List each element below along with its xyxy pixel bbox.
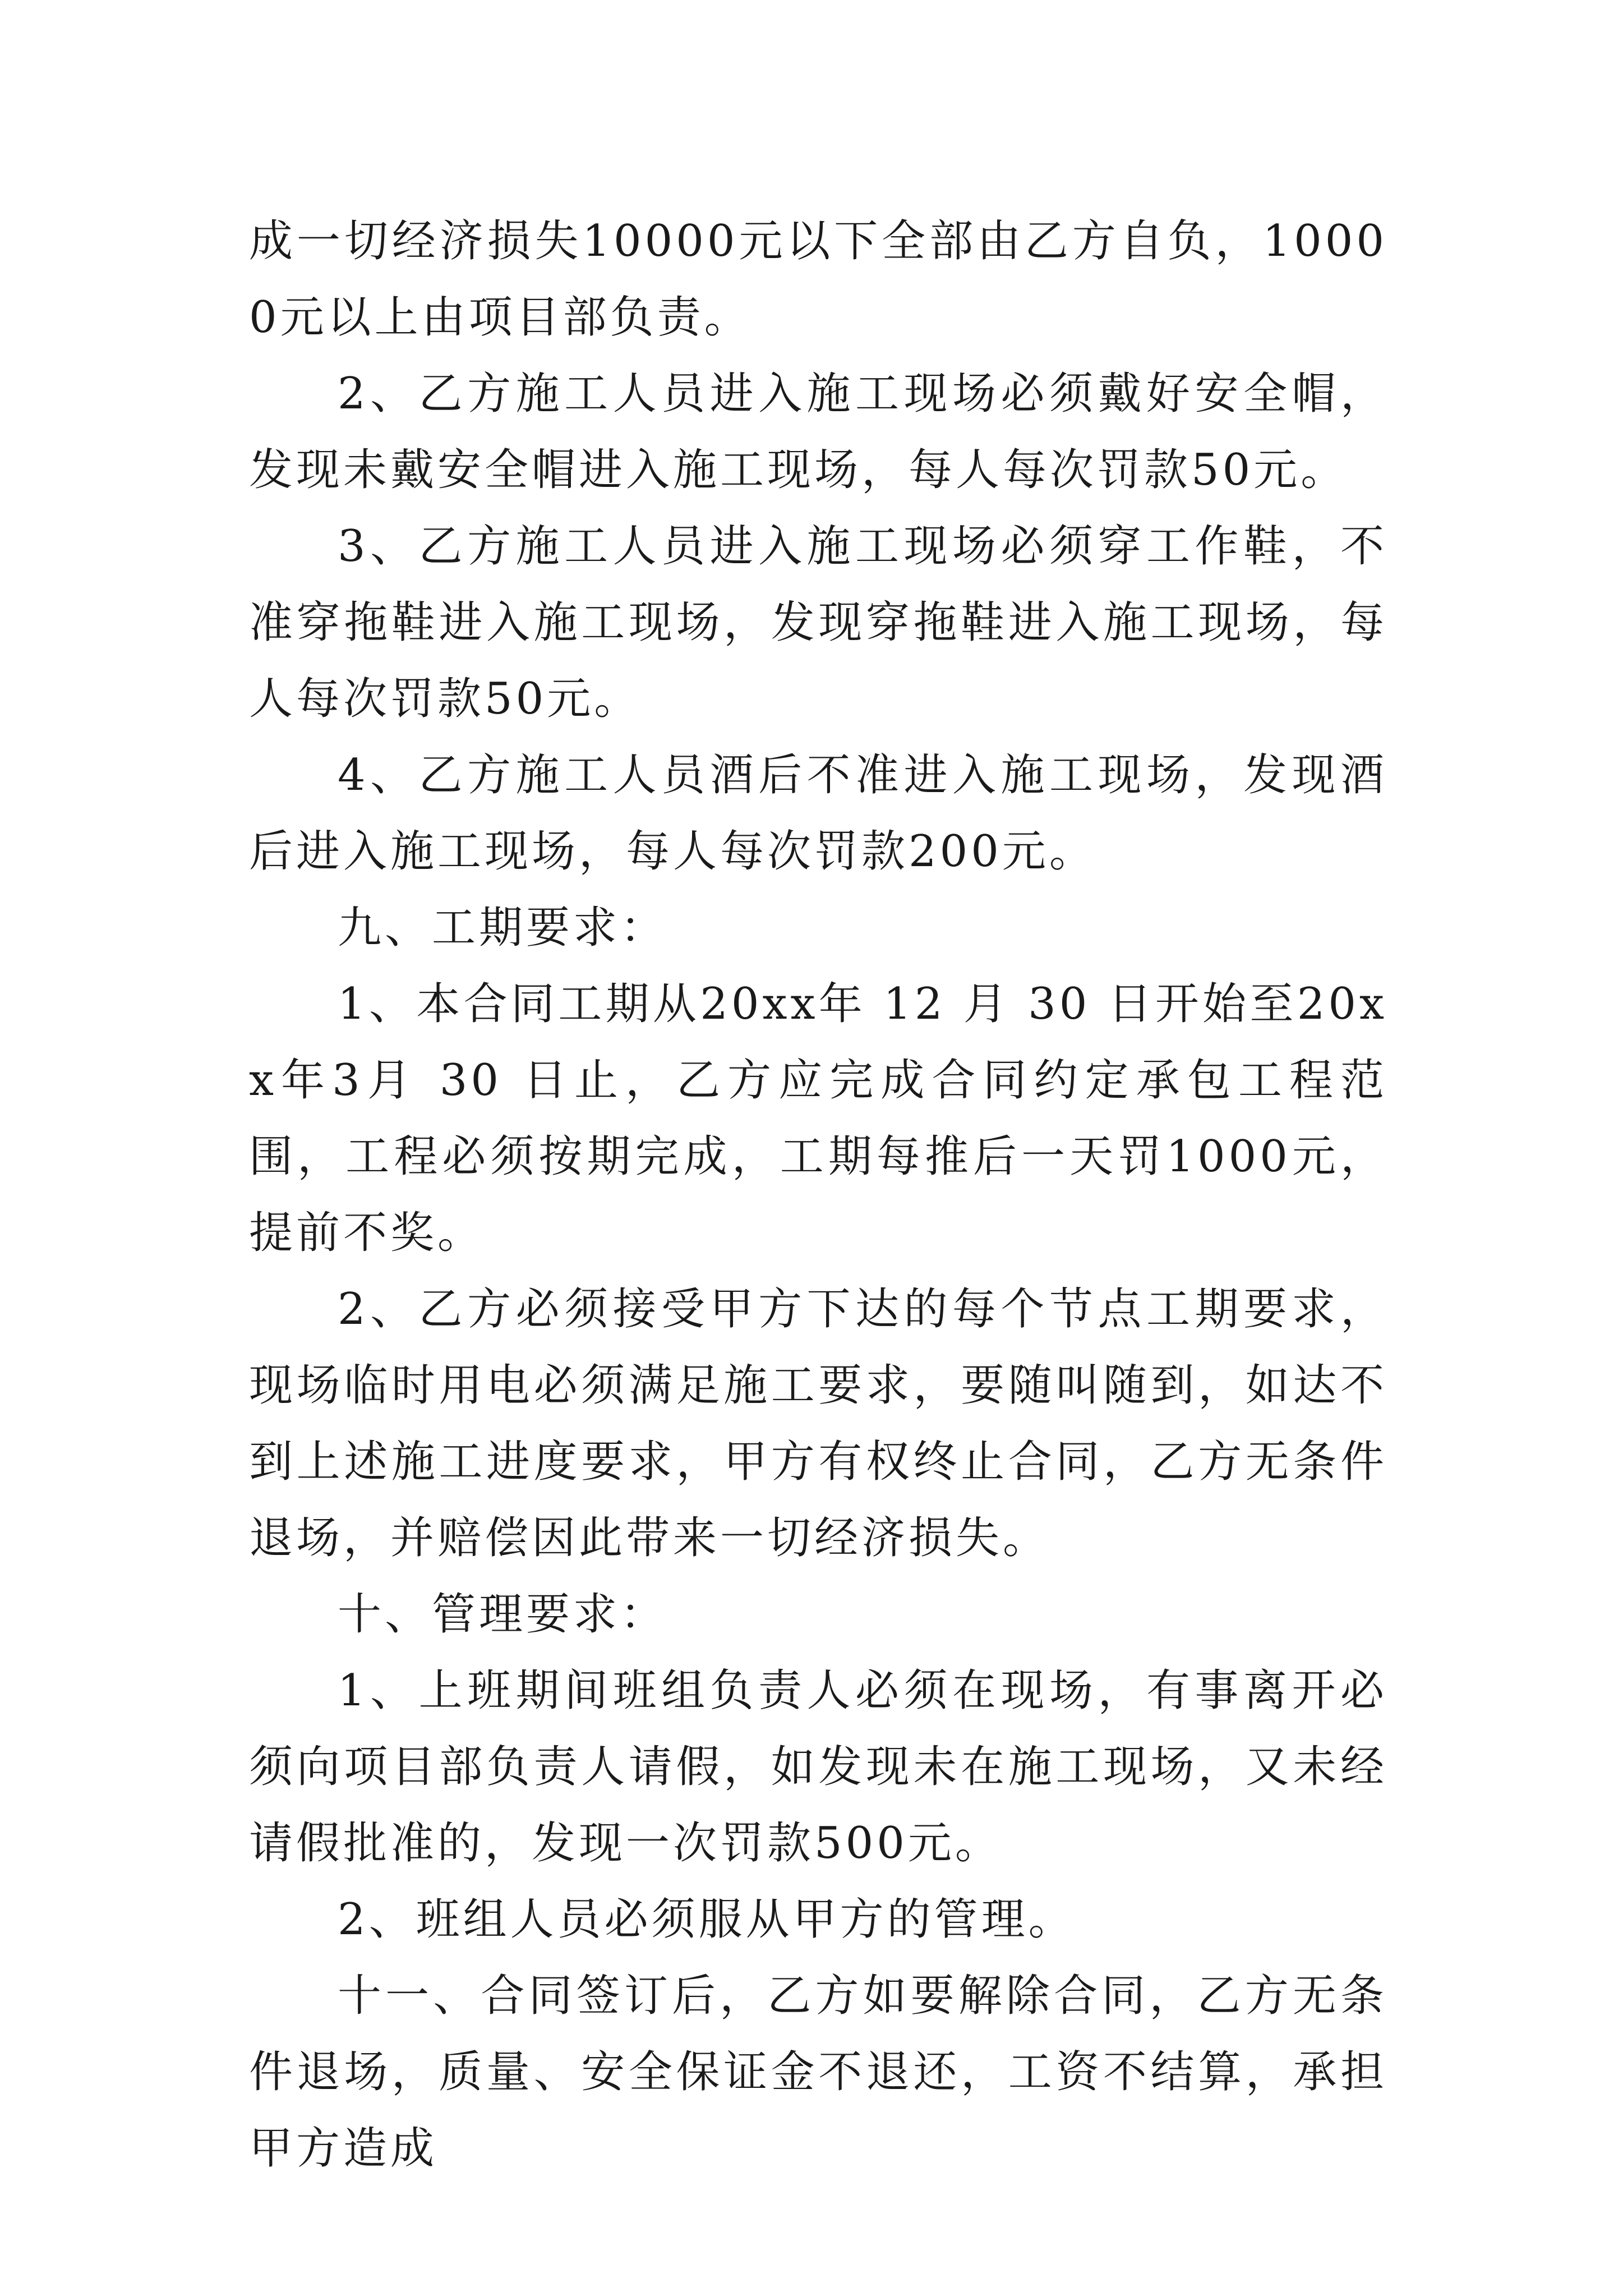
paragraph-no-drinking: 4、乙方施工人员酒后不准进入施工现场，发现酒后进入施工现场，每人每次罚款200元。 [249,750,1387,877]
paragraph-loss-clause-continued: 成一切经济损失10000元以下全部由乙方自负，10000元以上由项目部负责。 [249,216,1387,343]
paragraph-milestone-requirements: 2、乙方必须接受甲方下达的每个节点工期要求，现场临时用电必须满足施工要求，要随叫随到，如达不到上述施工进度要求，甲方有权终止合同，乙方无条件退场，并赔偿因此带来一切经济损失。 [249,1284,1387,1563]
section-heading-schedule: 九、工期要求： [338,903,668,953]
paragraph-obey-management: 2、班组人员必须服从甲方的管理。 [338,1894,1076,1945]
paragraph-contract-period: 1、本合同工期从20xx年 12 月 30 日开始至20xx年3月 30 日止，乙方应完成合同约定承包工程范围，工程必须按期完成，工期每推后一天罚1000元，提前不奖。 [249,979,1387,1258]
section-heading-management: 十、管理要求： [338,1589,668,1640]
section-heading-termination: 十一、合同签订后，乙方如要解除合同，乙方无条件退场，质量、安全保证金不退还，工资不结算，承担甲方造成 [249,1971,1387,2174]
paragraph-work-shoes: 3、乙方施工人员进入施工现场必须穿工作鞋，不准穿拖鞋进入施工现场，发现穿拖鞋进入施工现场，每人每次罚款50元。 [249,521,1387,724]
paragraph-leave-approval: 1、上班期间班组负责人必须在现场，有事离开必须向项目部负责人请假，如发现未在施工现场，又未经请假批准的，发现一次罚款500元。 [249,1665,1387,1869]
document-body [249,203,1387,2187]
paragraph-safety-helmet: 2、乙方施工人员进入施工现场必须戴好安全帽，发现未戴安全帽进入施工现场，每人每次罚款50元。 [249,369,1387,495]
